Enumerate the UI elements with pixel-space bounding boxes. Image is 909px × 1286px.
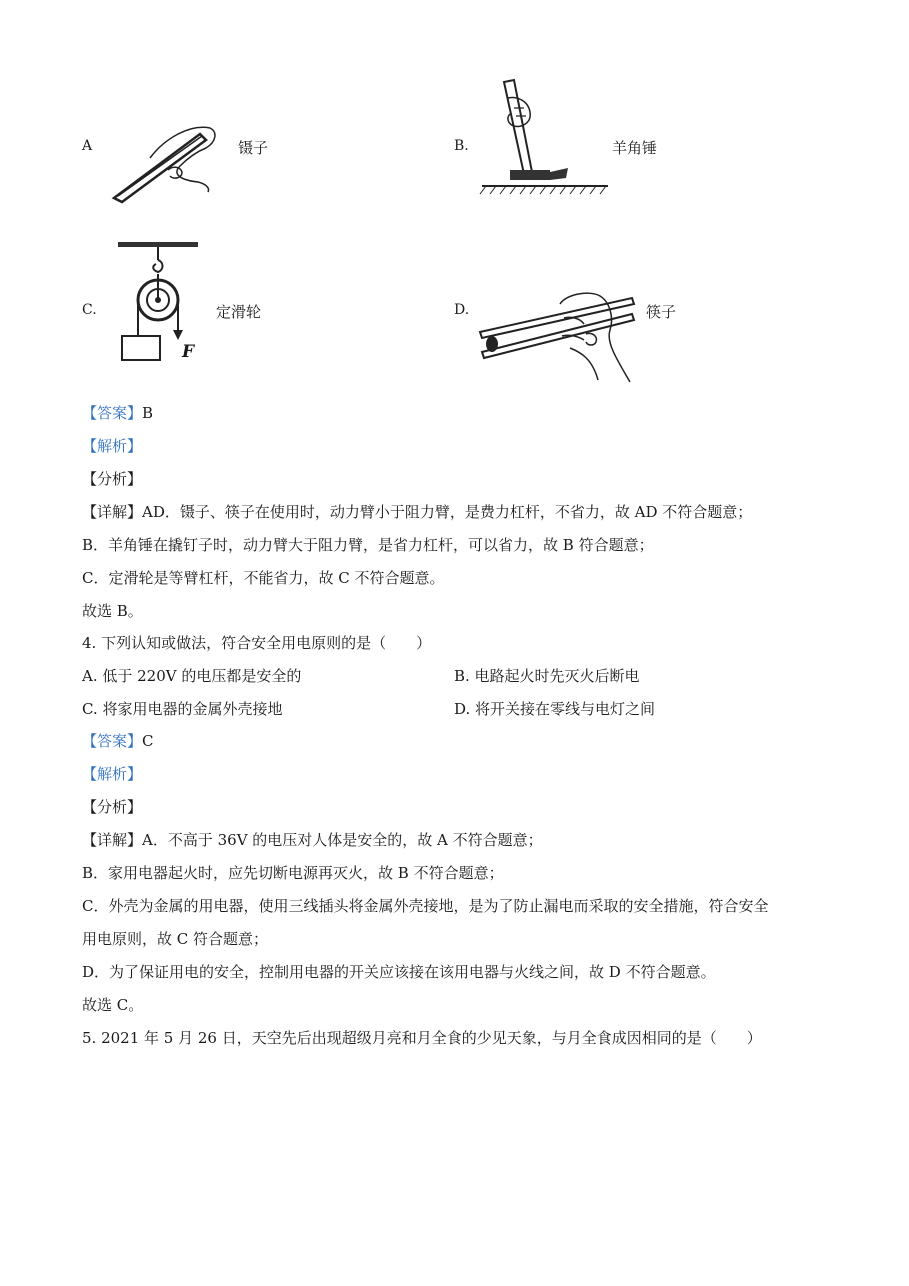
force-label: F — [182, 342, 195, 362]
q4-option-b: B. 电路起火时先灭火后断电 — [454, 667, 640, 685]
chopsticks-illustration — [480, 288, 640, 386]
q4-stem: 4. 下列认知或做法，符合安全用电原则的是（ ） — [82, 634, 432, 652]
q3-answer-line — [82, 403, 153, 423]
q4-detail-4: D．为了保证用电的安全，控制用电器的开关应该接在该用电器与火线之间，故 D 不符合题意。 — [82, 963, 716, 981]
answer-tag: 【答案】 — [82, 732, 143, 750]
q3-conclusion: 故选 B。 — [82, 602, 143, 620]
answer-value: C — [142, 732, 154, 750]
option-d-letter: D. — [454, 302, 470, 318]
q4-detail-3b: 用电原则，故 C 符合题意； — [82, 930, 269, 948]
q4-answer-line — [82, 731, 154, 751]
option-c-letter: C. — [82, 302, 97, 318]
q4-option-a: A. 低于 220V 的电压都是安全的 — [82, 667, 302, 685]
q4-conclusion: 故选 C。 — [82, 996, 144, 1014]
q4-detail-3a: C．外壳为金属的用电器，使用三线插头将金属外壳接地，是为了防止漏电而采取的安全措施，符合安全 — [82, 897, 769, 915]
q4-option-d: D. 将开关接在零线与电灯之间 — [454, 700, 656, 718]
q5-stem: 5. 2021 年 5 月 26 日，天空先后出现超级月亮和月全食的少见天象，与月全食成因相同的是（ ） — [82, 1029, 762, 1047]
answer-tag: 【答案】 — [82, 404, 143, 422]
q3-fenxi: 【分析】 — [82, 470, 143, 488]
option-d-label: 筷子 — [646, 303, 677, 321]
q4-analysis-tag: 【解析】 — [82, 765, 143, 783]
claw-hammer-illustration — [480, 78, 610, 196]
q3-detail-3: C．定滑轮是等臂杠杆，不能省力，故 C 不符合题意。 — [82, 569, 445, 587]
q3-detail-1: 【详解】AD．镊子、筷子在使用时，动力臂小于阻力臂，是费力杠杆，不省力，故 AD 不符合题意； — [82, 503, 753, 521]
q3-detail-2: B．羊角锤在撬钉子时，动力臂大于阻力臂，是省力杠杆，可以省力，故 B 符合题意； — [82, 536, 654, 554]
q3-analysis-tag: 【解析】 — [82, 437, 143, 455]
answer-value: B — [142, 404, 154, 422]
option-a-label: 镊子 — [238, 139, 269, 157]
option-b-letter: B. — [454, 138, 469, 154]
option-a-letter: A — [82, 138, 93, 154]
option-c-label: 定滑轮 — [216, 303, 262, 321]
option-b-label: 羊角锤 — [612, 139, 658, 157]
q4-fenxi: 【分析】 — [82, 798, 143, 816]
q4-detail-1: 【详解】A．不高于 36V 的电压对人体是安全的，故 A 不符合题意； — [82, 831, 543, 849]
q4-detail-2: B．家用电器起火时，应先切断电源再灭火，故 B 不符合题意； — [82, 864, 504, 882]
q4-option-c: C. 将家用电器的金属外壳接地 — [82, 700, 283, 718]
tweezers-illustration — [110, 118, 225, 206]
